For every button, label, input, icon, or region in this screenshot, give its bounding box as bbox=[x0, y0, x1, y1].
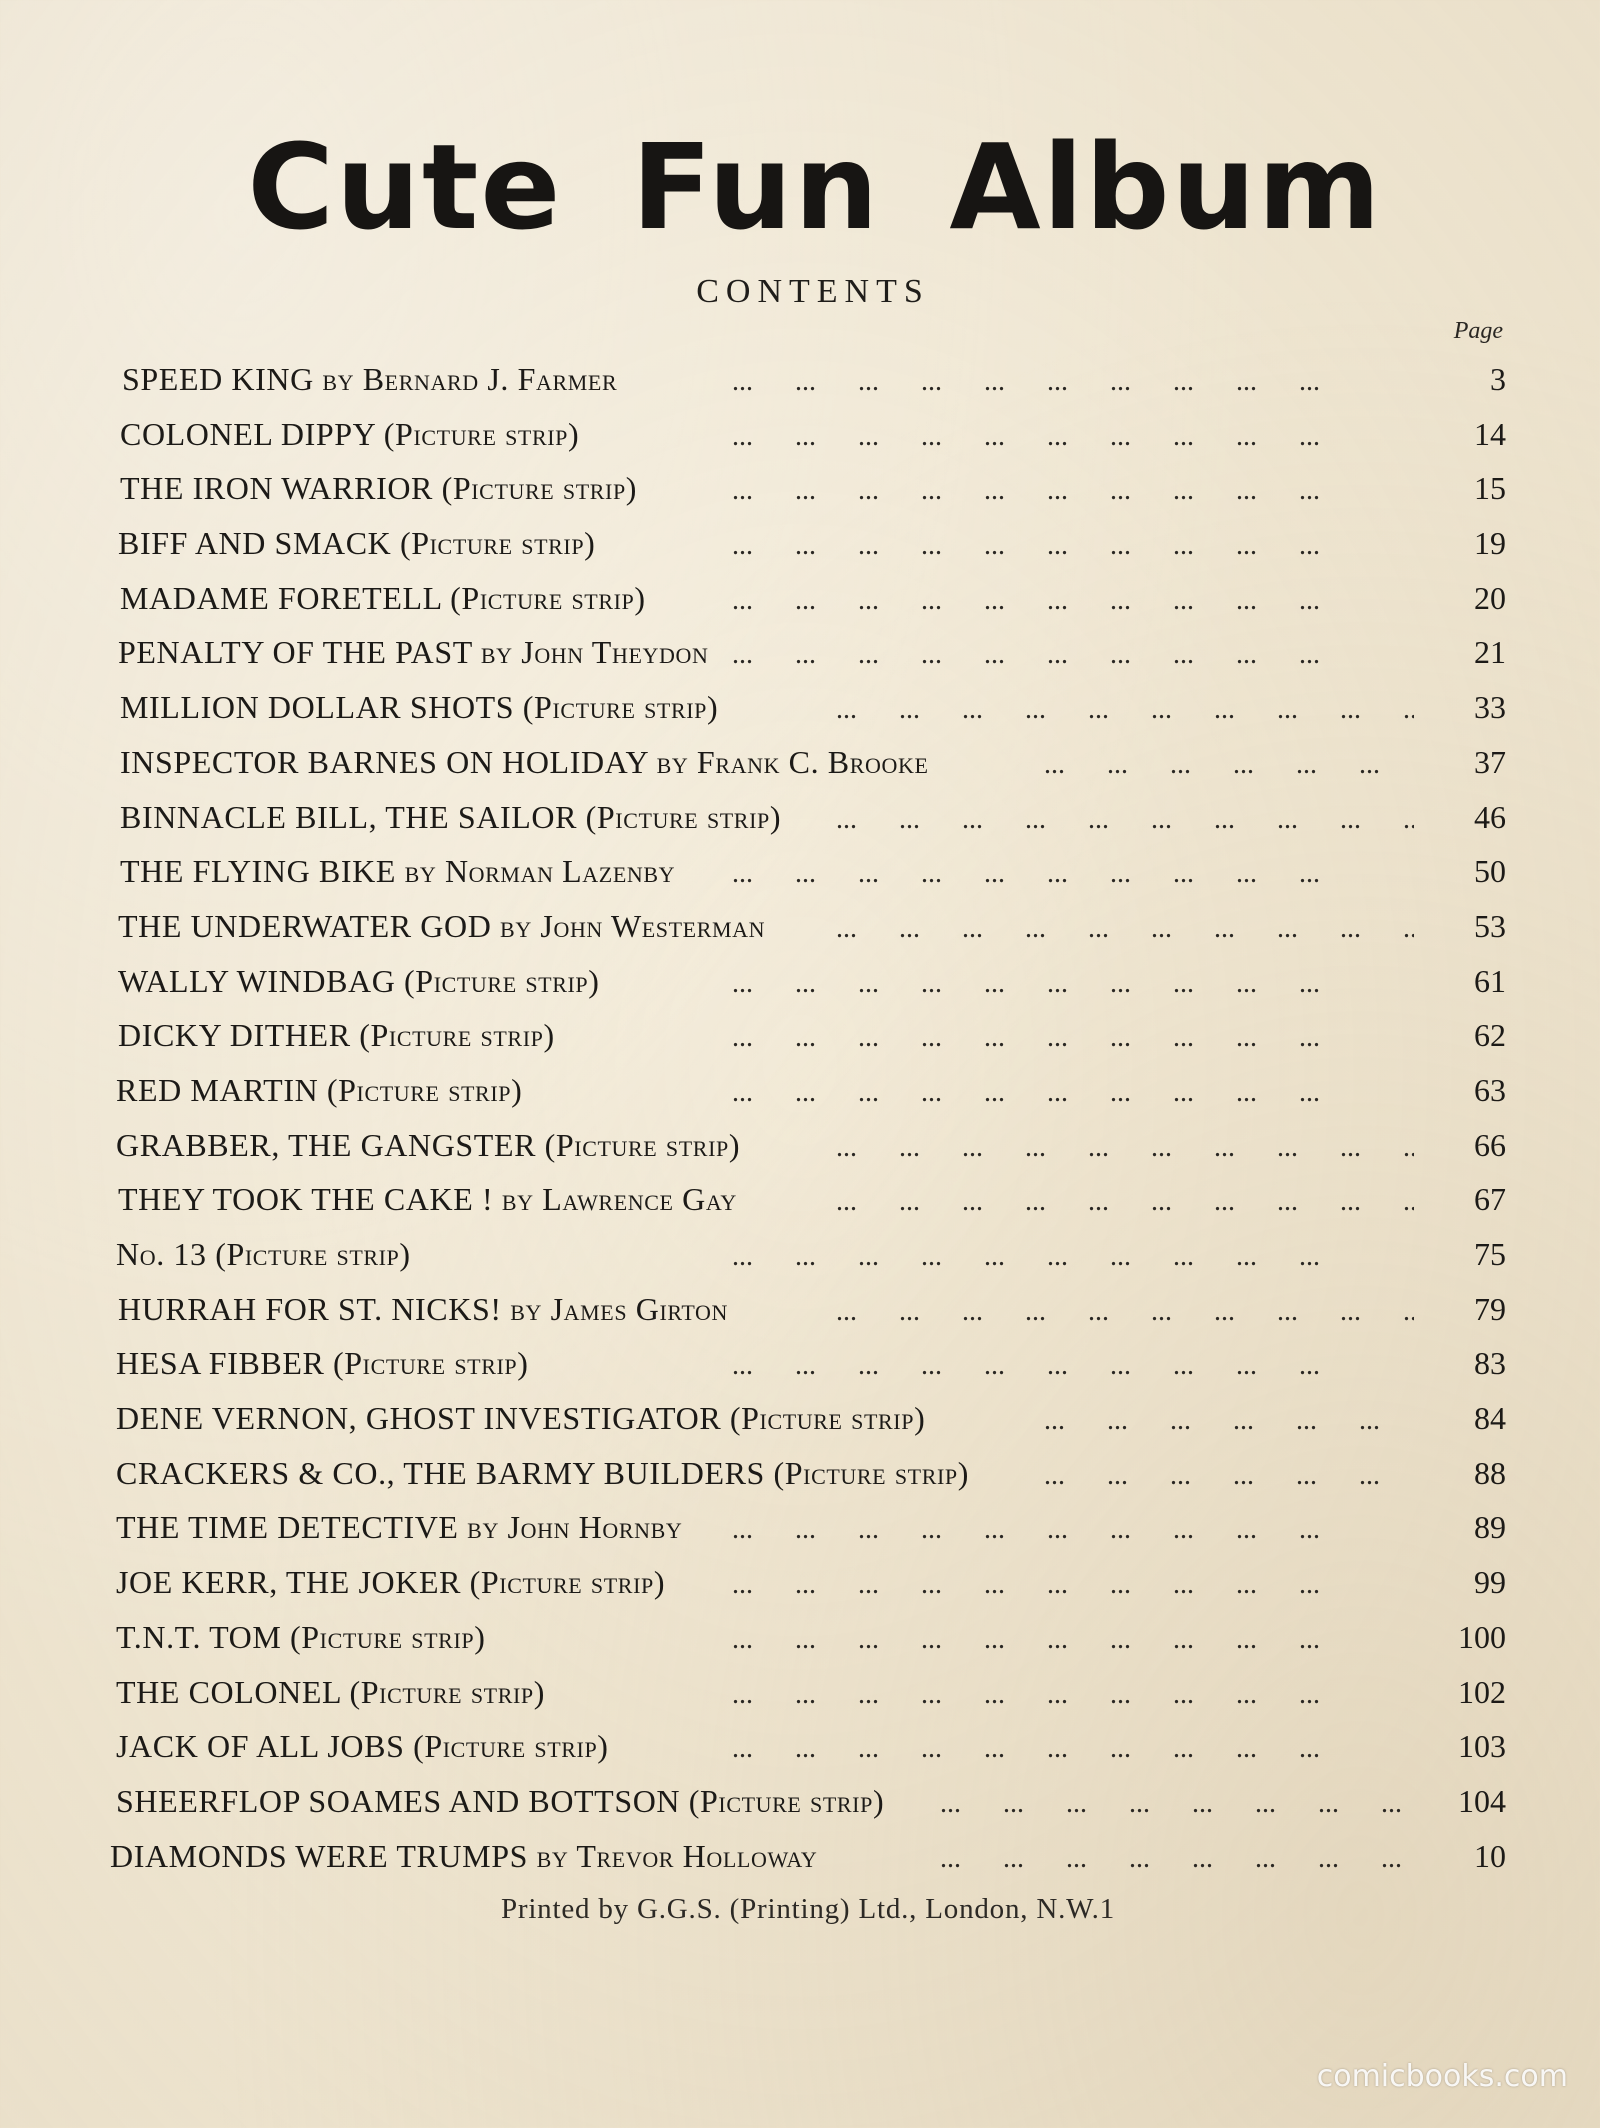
toc-entry-page-number: 50 bbox=[1474, 853, 1506, 890]
toc-entry-page-number: 66 bbox=[1474, 1126, 1506, 1163]
toc-entry-title: SHEERFLOP SOAMES AND BOTTSON (Picture strip) bbox=[116, 1782, 885, 1819]
toc-entry bbox=[114, 1555, 1506, 1610]
dot-leader bbox=[940, 1774, 1414, 1832]
printer-credit: Printed by G.G.S. (Printing) Ltd., London, N.W.1 bbox=[500, 1893, 1116, 1925]
toc-entry bbox=[114, 844, 1506, 899]
dot-leader bbox=[836, 790, 1414, 848]
toc-entry-page-number: 21 bbox=[1474, 634, 1506, 671]
toc-entry-page-number: 63 bbox=[1474, 1071, 1506, 1108]
dot-leader bbox=[836, 680, 1414, 738]
toc-entry-page-number: 61 bbox=[1474, 962, 1506, 999]
toc-entry bbox=[114, 625, 1506, 680]
toc-entry bbox=[114, 899, 1506, 954]
toc-entry bbox=[114, 1719, 1506, 1774]
dot-leader bbox=[732, 1500, 1414, 1558]
toc-entry bbox=[114, 1665, 1506, 1720]
toc-entry-title: JACK OF ALL JOBS (Picture strip) bbox=[116, 1728, 609, 1765]
toc-entry-page-number: 14 bbox=[1474, 415, 1506, 452]
dot-leader bbox=[940, 1829, 1414, 1887]
toc-entry-page-number: 20 bbox=[1474, 579, 1506, 616]
toc-entry-title: BIFF AND SMACK (Picture strip) bbox=[118, 525, 596, 562]
toc-entry-title: RED MARTIN (Picture strip) bbox=[116, 1071, 523, 1108]
toc-entry bbox=[114, 954, 1506, 1009]
toc-entry-title: SPEED KING by Bernard J. Farmer bbox=[122, 361, 618, 397]
toc-entry-title: MILLION DOLLAR SHOTS (Picture strip) bbox=[120, 689, 719, 726]
toc-entry bbox=[114, 1118, 1506, 1173]
dot-leader bbox=[836, 1118, 1414, 1176]
site-watermark: comicbooks.com bbox=[1316, 2059, 1568, 2094]
dot-leader bbox=[732, 1610, 1414, 1668]
toc-entry-title: CRACKERS & CO., THE BARMY BUILDERS (Picture strip) bbox=[116, 1454, 969, 1491]
toc-entry bbox=[114, 461, 1506, 516]
toc-entry-page-number: 104 bbox=[1458, 1782, 1506, 1819]
toc-entry-title: DENE VERNON, GHOST INVESTIGATOR (Picture strip) bbox=[116, 1400, 926, 1437]
toc-entry-page-number: 46 bbox=[1474, 798, 1506, 835]
album-title: Cute Fun Album bbox=[247, 118, 1383, 256]
toc-entry-title: T.N.T. TOM (Picture strip) bbox=[116, 1618, 486, 1655]
toc-entry-title: THE IRON WARRIOR (Picture strip) bbox=[120, 470, 638, 507]
toc-entry-title: DICKY DITHER (Picture strip) bbox=[118, 1017, 555, 1054]
toc-entry-page-number: 15 bbox=[1474, 470, 1506, 507]
toc-entry-title: PENALTY OF THE PAST by John Theydon bbox=[118, 634, 709, 671]
toc-entry-page-number: 103 bbox=[1458, 1728, 1506, 1765]
toc-entry-page-number: 33 bbox=[1474, 689, 1506, 726]
toc-entry bbox=[114, 516, 1506, 571]
toc-entry-page-number: 3 bbox=[1490, 361, 1506, 397]
toc-entry-title: WALLY WINDBAG (Picture strip) bbox=[118, 962, 600, 999]
toc-entry bbox=[114, 1336, 1506, 1391]
toc-entry bbox=[114, 1774, 1506, 1829]
dot-leader bbox=[732, 1227, 1414, 1285]
toc-entry-page-number: 19 bbox=[1474, 525, 1506, 562]
toc-entry-title: THE TIME DETECTIVE by John Hornby bbox=[116, 1509, 683, 1546]
dot-leader bbox=[732, 1555, 1414, 1613]
dot-leader bbox=[732, 1719, 1414, 1777]
toc-entry-page-number: 89 bbox=[1474, 1509, 1506, 1546]
toc-entry-page-number: 84 bbox=[1474, 1400, 1506, 1437]
toc-entry-title: THE UNDERWATER GOD by John Westerman bbox=[118, 907, 766, 944]
dot-leader bbox=[732, 571, 1414, 629]
dot-leader bbox=[732, 954, 1414, 1012]
toc-entry-page-number: 53 bbox=[1474, 907, 1506, 944]
toc-entry bbox=[114, 1008, 1506, 1063]
toc-entry-title: MADAME FORETELL (Picture strip) bbox=[120, 579, 646, 616]
toc-entry-title: JOE KERR, THE JOKER (Picture strip) bbox=[116, 1564, 666, 1601]
toc-entry-page-number: 62 bbox=[1474, 1017, 1506, 1054]
toc-entry-page-number: 83 bbox=[1474, 1345, 1506, 1382]
dot-leader bbox=[732, 1336, 1414, 1394]
dot-leader bbox=[732, 407, 1414, 465]
toc-entry bbox=[114, 1172, 1506, 1227]
toc-entry-title: THE FLYING BIKE by Norman Lazenby bbox=[120, 853, 676, 890]
toc-entry-page-number: 67 bbox=[1474, 1181, 1506, 1218]
toc-entry-page-number: 79 bbox=[1474, 1290, 1506, 1327]
dot-leader bbox=[732, 844, 1414, 902]
toc-entry-page-number: 88 bbox=[1474, 1454, 1506, 1491]
toc-entry bbox=[114, 680, 1506, 735]
toc-entry bbox=[114, 1610, 1506, 1665]
toc-entry bbox=[114, 1227, 1506, 1282]
toc-entry bbox=[114, 571, 1506, 626]
toc-entry bbox=[110, 1829, 1506, 1884]
toc-entry-page-number: 75 bbox=[1474, 1236, 1506, 1272]
toc-entry-title: HURRAH FOR ST. NICKS! by James Girton bbox=[118, 1290, 728, 1327]
dot-leader bbox=[732, 1665, 1414, 1723]
toc-entry-title: THEY TOOK THE CAKE ! by Lawrence Gay bbox=[118, 1181, 737, 1218]
dot-leader bbox=[732, 1063, 1414, 1121]
toc-entry bbox=[114, 407, 1506, 462]
toc-entry-title: No. 13 (Picture strip) bbox=[116, 1236, 411, 1272]
dot-leader bbox=[732, 352, 1414, 410]
toc-entry-title: DIAMONDS WERE TRUMPS by Trevor Holloway bbox=[110, 1837, 818, 1874]
toc-entry bbox=[114, 790, 1506, 845]
dot-leader bbox=[732, 1008, 1414, 1066]
toc-entry-page-number: 100 bbox=[1458, 1618, 1506, 1655]
toc-entry bbox=[114, 352, 1506, 407]
toc-entry-title: INSPECTOR BARNES ON HOLIDAY by Frank C. Brooke bbox=[120, 743, 929, 780]
toc-entry bbox=[114, 735, 1506, 790]
toc-entry-page-number: 102 bbox=[1458, 1673, 1506, 1710]
dot-leader bbox=[1044, 1446, 1414, 1504]
table-of-contents bbox=[110, 352, 1506, 1883]
dot-leader bbox=[836, 899, 1414, 957]
toc-entry bbox=[114, 1282, 1506, 1337]
toc-entry bbox=[114, 1391, 1506, 1446]
toc-entry-title: COLONEL DIPPY (Picture strip) bbox=[120, 415, 580, 452]
dot-leader bbox=[732, 625, 1414, 683]
toc-entry-title: GRABBER, THE GANGSTER (Picture strip) bbox=[116, 1126, 741, 1163]
page-column-label: Page bbox=[1453, 318, 1503, 344]
dot-leader bbox=[732, 516, 1414, 574]
toc-entry-title: BINNACLE BILL, THE SAILOR (Picture strip) bbox=[120, 798, 782, 835]
toc-entry-page-number: 10 bbox=[1474, 1837, 1506, 1874]
toc-entry-title: HESA FIBBER (Picture strip) bbox=[116, 1345, 529, 1382]
toc-entry-title: THE COLONEL (Picture strip) bbox=[116, 1673, 545, 1710]
dot-leader bbox=[732, 461, 1414, 519]
toc-entry bbox=[114, 1500, 1506, 1555]
dot-leader bbox=[836, 1172, 1414, 1230]
toc-entry-page-number: 99 bbox=[1474, 1564, 1506, 1601]
toc-entry bbox=[114, 1446, 1506, 1501]
dot-leader bbox=[1044, 735, 1414, 793]
toc-entry bbox=[114, 1063, 1506, 1118]
dot-leader bbox=[836, 1282, 1414, 1340]
contents-heading: CONTENTS bbox=[696, 273, 930, 310]
toc-entry-page-number: 37 bbox=[1474, 743, 1506, 780]
dot-leader bbox=[1044, 1391, 1414, 1449]
